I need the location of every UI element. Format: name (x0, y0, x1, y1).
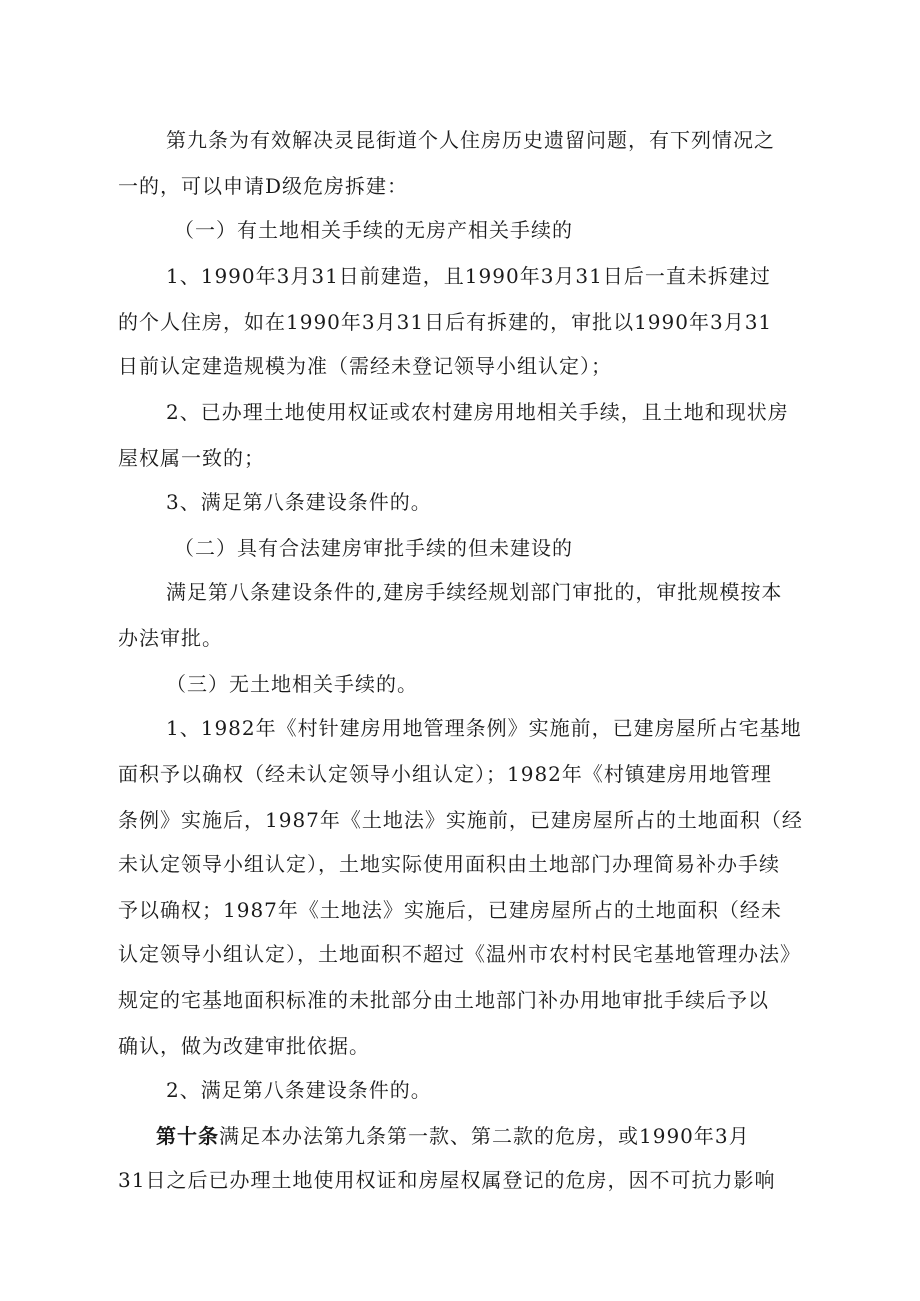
section3-item1-line8: 确认，做为改建审批依据。 (118, 1034, 370, 1058)
section3-item1-line1: 1、1982年《村针建房用地管理条例》实施前，已建房屋所占宅基地 (166, 716, 802, 740)
section1-item2-line2: 屋权属一致的； (118, 446, 265, 470)
article10-line1 (156, 1124, 846, 1148)
section3-item1-line2: 面积予以确权（经未认定领导小组认定）；1982年《村镇建房用地管理 (118, 762, 772, 786)
article10-label: 第十条 (156, 1124, 219, 1148)
section1-item1-line2: 的个人住房，如在1990年3月31日后有拆建的，审批以1990年3月31 (118, 310, 773, 334)
section3-item1-line3: 条例》实施后，1987年《土地法》实施前，已建房屋所占的土地面积（经 (118, 808, 803, 832)
section2-heading: （二）具有合法建房审批手续的但未建设的 (174, 536, 573, 560)
article9-intro-line2: 一的，可以申请D级危房拆建： (118, 174, 409, 198)
section3-heading: （三）无土地相关手续的。 (166, 672, 418, 696)
section1-item2-line1: 2、已办理土地使用权证或农村建房用地相关手续，且土地和现状房 (166, 400, 789, 424)
section3-item2: 2、满足第八条建设条件的。 (166, 1078, 432, 1102)
article10-line1-text: 满足本办法第九条第一款、第二款的危房，或1990年3月 (219, 1124, 750, 1148)
section1-item3: 3、满足第八条建设条件的。 (166, 490, 432, 514)
article10-line2: 31日之后已办理土地使用权证和房屋权属登记的危房，因不可抗力影响 (118, 1168, 776, 1192)
section1-item1-line1: 1、1990年3月31日前建造，且1990年3月31日后一直未拆建过 (166, 264, 771, 288)
section1-heading: （一）有土地相关手续的无房产相关手续的 (174, 218, 573, 242)
section3-item1-line4: 未认定领导小组认定），土地实际使用面积由土地部门办理简易补办手续 (118, 852, 780, 876)
section2-body-line2: 办法审批。 (118, 626, 223, 650)
section3-item1-line5: 予以确权；1987年《土地法》实施后，已建房屋所占的土地面积（经未 (118, 898, 782, 922)
section3-item1-line7: 规定的宅基地面积标准的未批部分由土地部门补办用地审批手续后予以 (118, 988, 769, 1012)
article9-intro-line1: 第九条为有效解决灵昆街道个人住房历史遗留问题，有下列情况之 (166, 128, 775, 152)
section2-body-line1: 满足第八条建设条件的,建房手续经规划部门审批的，审批规模按本 (166, 580, 783, 604)
section3-item1-line6: 认定领导小组认定），土地面积不超过《温州市农村村民宅基地管理办法》 (118, 942, 801, 966)
section1-item1-line3: 日前认定建造规模为准（需经未登记领导小组认定）； (118, 354, 612, 378)
